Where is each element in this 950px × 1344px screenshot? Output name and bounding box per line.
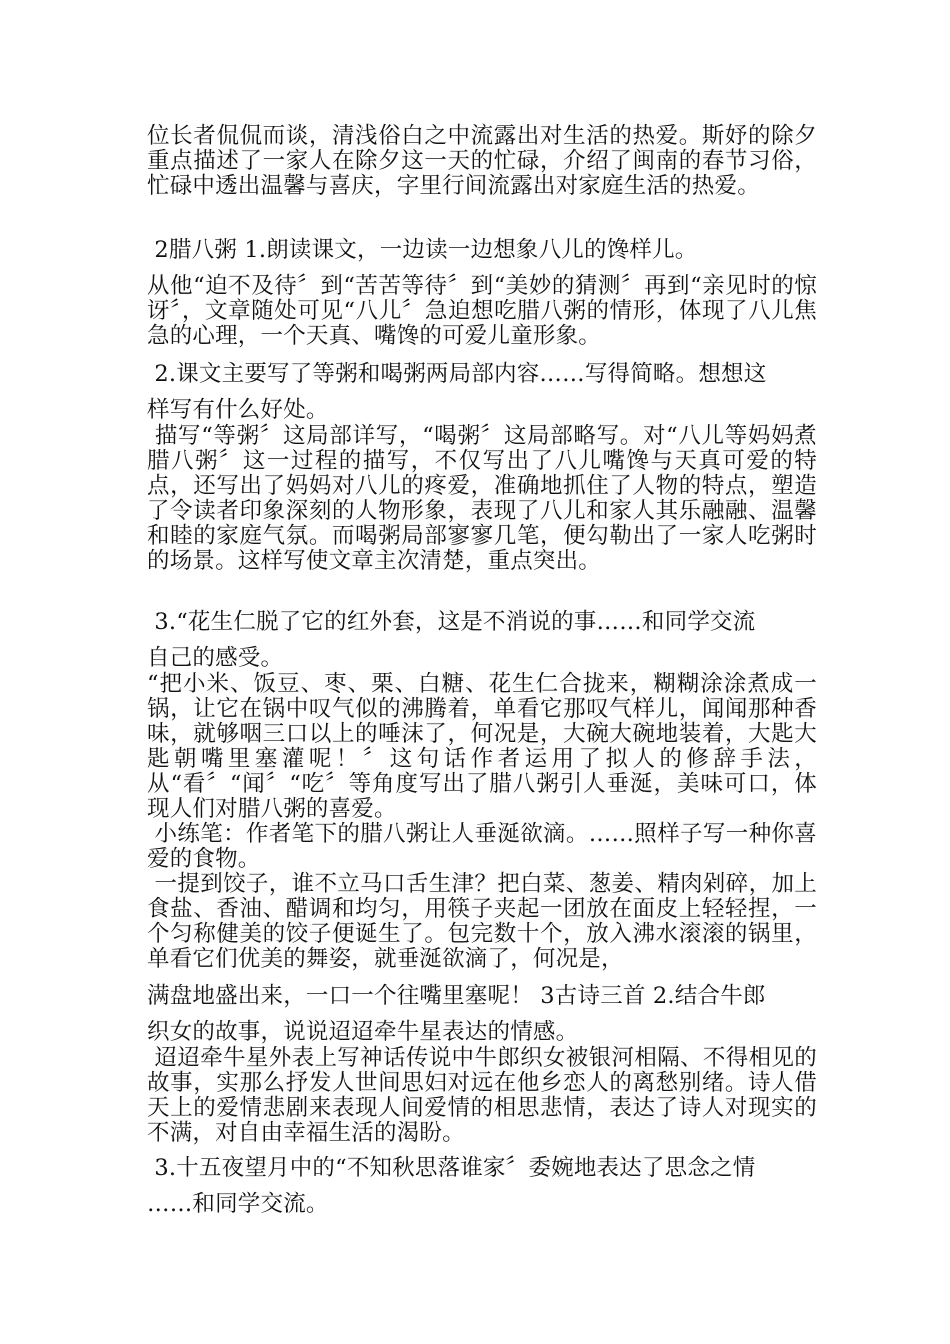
paragraph-answer-3: “把小米、饭豆、枣、栗、白糖、花生仁合拢来，糊糊涂涂煮成一锅，让它在锅中叹气似的沸腾着，单看它那叹气样儿，闻闻那种香味，就够咽三口以上的唾沫了，何况是，大碗大碗地装着，大匙大匙朝嘴里塞灌呢！〞这句话作者运用了拟人的修辞手法，从“看〞“闻〞“吃〞等角度写出了腊八粥引人垂涎，美味可口，体现人们对腊八粥的喜爱。 xyxy=(147,671,817,822)
question-3-moon-line-1: 3.十五夜望月中的“不知秋思落谁家〞委婉地表达了思念之情 xyxy=(147,1155,756,1181)
heading-labazhou-question-1: 2腊八粥 1.朗读课文，一边读一边想象八儿的馋样儿。 xyxy=(147,237,698,263)
paragraph-answer-2: 描写“等粥〞这局部详写，“喝粥〞这局部略写。对“八儿等妈妈煮腊八粥〞这一过程的描写，不仅写出了八儿嘴馋与天真可爱的特点，还写出了妈妈对八儿的疼爱，准确地抓住了人物的特点，塑造了令读者印象深刻的人物形象，表现了八儿和家人其乐融融、温馨和睦的家庭气氛。而喝粥局部寥寥几笔，便勾勒出了一家人吃粥时的场景。这样写使文章主次清楚，重点突出。 xyxy=(147,423,817,574)
practice-prompt: 小练笔：作者笔下的腊八粥让人垂涎欲滴。……照样子写一种你喜爱的食物。 xyxy=(147,821,817,872)
question-3-moon-line-2: ……和同学交流。 xyxy=(147,1191,329,1217)
paragraph-answer-gushi: 迢迢牵牛星外表上写神话传说中牛郎织女被银河相隔、不得相见的故事，实那么抒发人世间思妇对远在他乡恋人的离愁别绪。诗人借天上的爱情悲剧来表现人间爱情的相思悲情，表达了诗人对现实的不满，对自由幸福生活的渴盼。 xyxy=(147,1045,817,1146)
practice-answer: 一提到饺子，谁不立马口舌生津？把白菜、葱姜、精肉剁碎，加上食盐、香油、醋调和均匀，用筷子夹起一团放在面皮上轻轻捏，一个匀称健美的饺子便诞生了。包完数十个，放入沸水滚滚的锅里，单看它们优美的舞姿，就垂涎欲滴了，何况是， xyxy=(147,871,817,972)
paragraph-chuxi-summary: 位长者侃侃而谈，清浅俗白之中流露出对生活的热爱。斯妤的除夕重点描述了一家人在除夕这一天的忙碌，介绍了闽南的春节习俗，忙碌中透出温馨与喜庆，字里行间流露出对家庭生活的热爱。 xyxy=(147,123,817,199)
gushi-question-line-2: 织女的故事，说说迢迢牵牛星表达的情感。 xyxy=(147,1019,579,1045)
question-3-line-2: 自己的感受。 xyxy=(147,645,284,671)
question-2-line-1: 2.课文主要写了等粥和喝粥两局部内容……写得简略。想想这 xyxy=(147,361,767,387)
gushi-question-line-1: 满盘地盛出来，一口一个往嘴里塞呢！ 3古诗三首 2.结合牛郎 xyxy=(147,983,766,1009)
question-2-line-2: 样写有什么好处。 xyxy=(147,397,329,423)
question-3-line-1: 3.“花生仁脱了它的红外套，这是不消说的事……和同学交流 xyxy=(147,609,756,635)
paragraph-answer-1: 从他“迫不及待〞到“苦苦等待〞到“美妙的猜测〞再到“亲见时的惊讶〞，文章随处可见“八儿〞急迫想吃腊八粥的情形，体现了八儿焦急的心理，一个天真、嘴馋的可爱儿童形象。 xyxy=(147,273,817,349)
